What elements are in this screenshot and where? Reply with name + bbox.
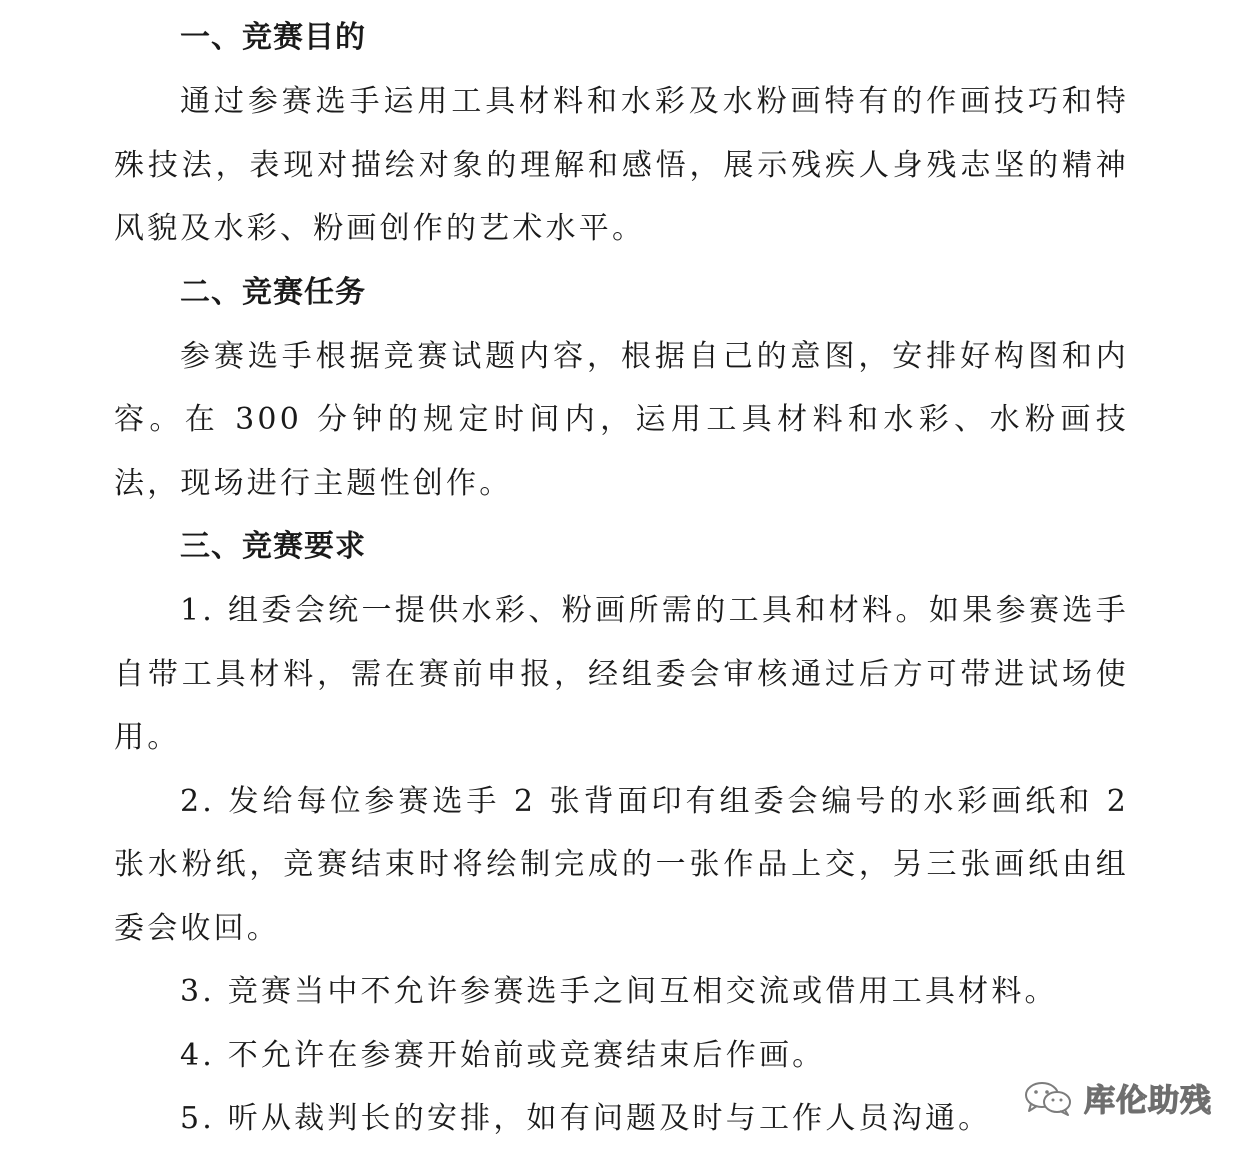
section-heading-purpose: 一、竞赛目的 [180, 20, 366, 55]
requirement-item-1: 1. 组委会统一提供水彩、粉画所需的工具和材料。如果参赛选手自带工具材料，需在赛前申报，经组委会审核通过后方可带进试场使用。 [114, 593, 1129, 755]
section-body-task: 参赛选手根据竞赛试题内容，根据自己的意图，安排好构图和内容。在 300 分钟的规定时间内，运用工具材料和水彩、水粉画技法，现场进行主题性创作。 [114, 338, 1129, 501]
requirement-item-3: 3. 竞赛当中不允许参赛选手之间互相交流或借用工具材料。 [180, 974, 1058, 1009]
document-body [114, 6, 1129, 1151]
requirement-item-2: 2. 发给每位参赛选手 2 张背面印有组委会编号的水彩画纸和 2 张水粉纸，竞赛结束时将绘制完成的一张作品上交，另三张画纸由组委会收回。 [114, 783, 1129, 946]
watermark [1022, 1075, 1212, 1120]
requirement-item-4: 4. 不允许在参赛开始前或竞赛结束后作画。 [180, 1037, 826, 1073]
section-body-purpose: 通过参赛选手运用工具材料和水彩及水粉画特有的作画技巧和特殊技法，表现对描绘对象的理解和感悟，展示残疾人身残志坚的精神风貌及水彩、粉画创作的艺术水平。 [114, 84, 1129, 246]
wechat-icon [1022, 1080, 1074, 1116]
watermark-text: 库伦助残 [1084, 1083, 1212, 1119]
section-heading-requirements: 三、竞赛要求 [180, 529, 366, 564]
requirement-item-5: 5. 听从裁判长的安排，如有问题及时与工作人员沟通。 [180, 1101, 992, 1136]
section-heading-task: 二、竞赛任务 [180, 274, 366, 310]
